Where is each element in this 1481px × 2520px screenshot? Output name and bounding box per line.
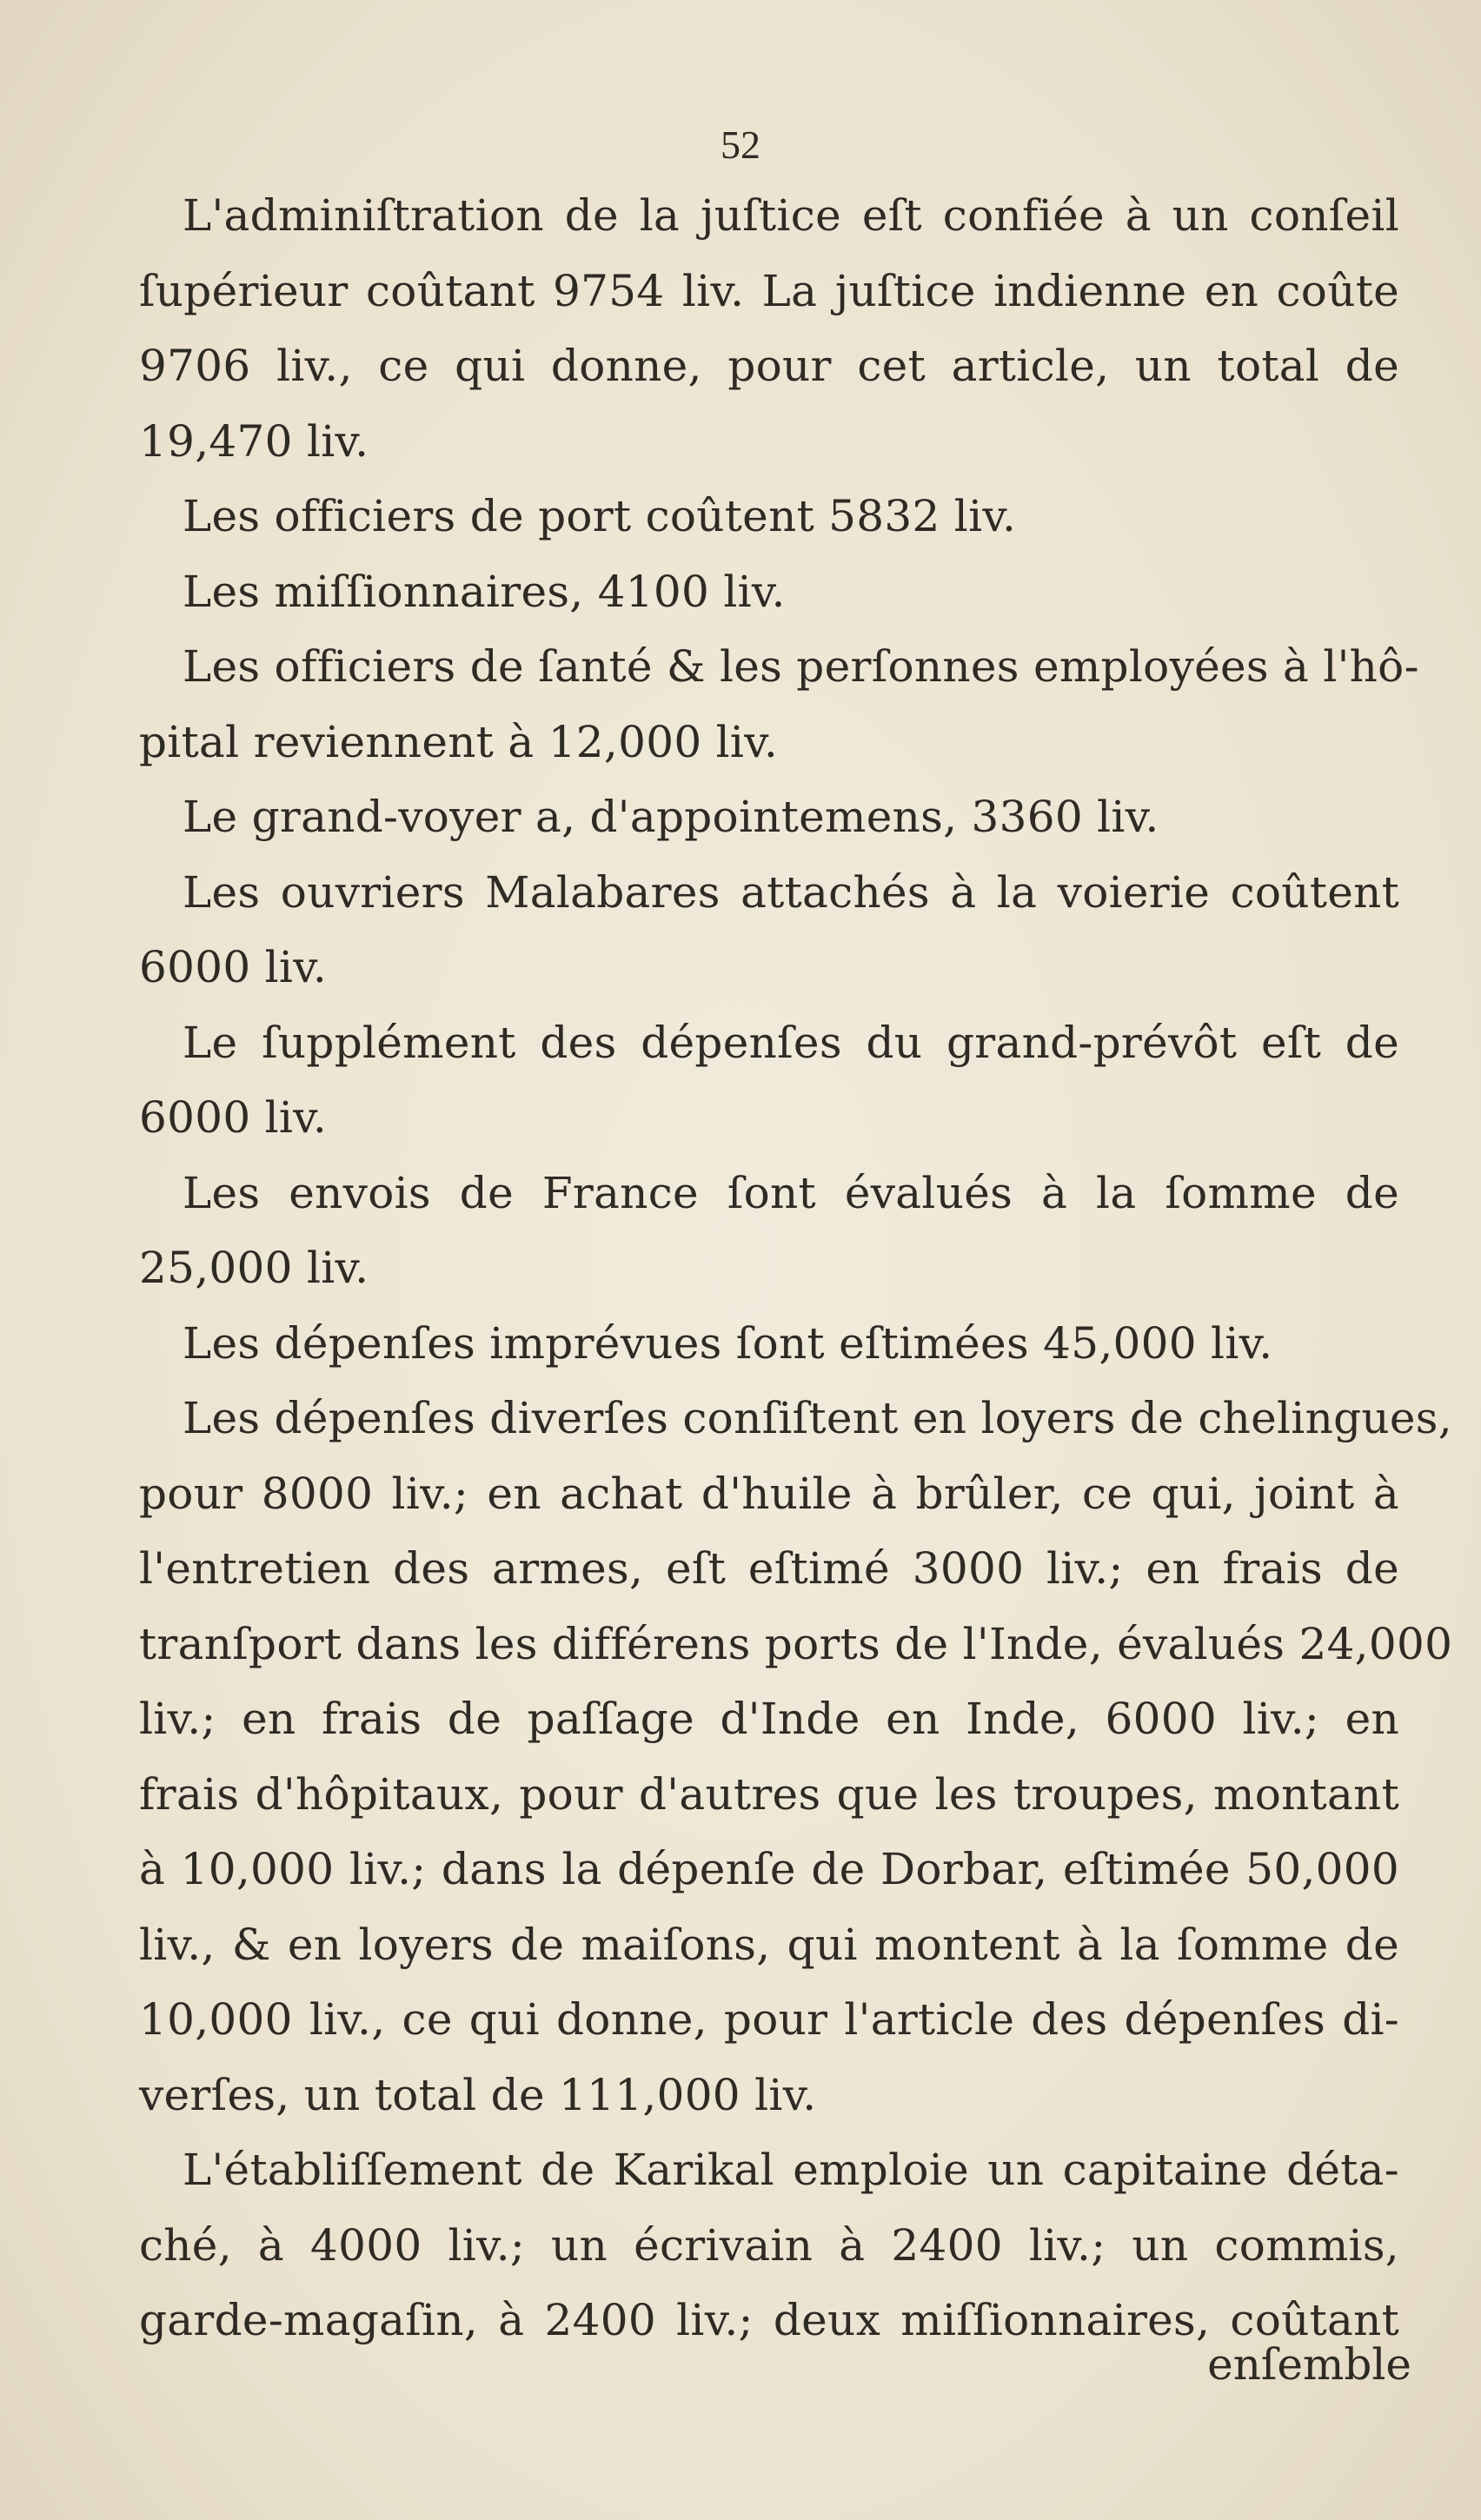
- text-line: Les dépenſes diverſes conſiſtent en loyers de chelingues,: [183, 1393, 1452, 1443]
- text-line: Le grand-voyer a, d'appointemens, 3360 liv.: [183, 792, 1159, 842]
- text-line: Les envois de France ſont évalués à la ſomme de: [183, 1167, 1399, 1218]
- text-line: pital reviennent à 12,000 liv.: [139, 716, 779, 767]
- text-line: Le ſupplément des dépenſes du grand-prévôt eſt de: [183, 1017, 1399, 1068]
- text-line: liv.; en frais de paſſage d'Inde en Inde, 6000 liv.; en: [139, 1694, 1399, 1744]
- text-line: Les officiers de port coûtent 5832 liv.: [183, 491, 1017, 541]
- text-line: l'entretien des armes, eſt eſtimé 3000 liv.; en frais de: [139, 1543, 1399, 1594]
- text-line: garde-magaſin, à 2400 liv.; deux miſſionnaires, coûtant: [139, 2295, 1399, 2345]
- text-line: 6000 liv.: [139, 1092, 328, 1143]
- text-line: 6000 liv.: [139, 942, 328, 992]
- text-line: Les dépenſes imprévues ſont eſtimées 45,000 liv.: [183, 1317, 1273, 1369]
- page-number: 52: [721, 123, 760, 167]
- text-line: ſupérieur coûtant 9754 liv. La juſtice indienne en coûte: [139, 265, 1399, 316]
- text-line: frais d'hôpitaux, pour d'autres que les troupes, montant: [139, 1768, 1399, 1820]
- text-line: 10,000 liv., ce qui donne, pour l'article des dépenſes di-: [139, 1994, 1399, 2045]
- text-line: 25,000 liv.: [139, 1243, 369, 1293]
- text-line: ché, à 4000 liv.; un écrivain à 2400 liv.; un commis,: [139, 2219, 1399, 2271]
- text-line: L'établiſſement de Karikal emploie un capitaine déta-: [183, 2145, 1399, 2195]
- text-line: Les ouvriers Malabares attachés à la voierie coûtent: [183, 866, 1399, 918]
- catchword: enſemble: [1207, 2339, 1411, 2390]
- text-line: liv., & en loyers de maiſons, qui montent à la ſomme de: [139, 1919, 1399, 1970]
- text-line: Les officiers de ſanté & les perſonnes employées à l'hô-: [183, 641, 1419, 692]
- text-line: 9706 liv., ce qui donne, pour cet article, un total de: [139, 341, 1399, 391]
- text-line: tranſport dans les différens ports de l'Inde, évalués 24,000: [139, 1618, 1453, 1669]
- text-line: pour 8000 liv.; en achat d'huile à brûler, ce qui, joint à: [139, 1468, 1399, 1519]
- text-line: L'adminiſtration de la juſtice eſt confiée à un conſeil: [183, 190, 1399, 241]
- text-line: à 10,000 liv.; dans la dépenſe de Dorbar, eſtimée 50,000: [139, 1844, 1399, 1894]
- text-line: Les miſſionnaires, 4100 liv.: [183, 566, 786, 617]
- text-line: 19,470 liv.: [139, 415, 369, 467]
- text-line: verſes, un total de 111,000 liv.: [139, 2069, 817, 2120]
